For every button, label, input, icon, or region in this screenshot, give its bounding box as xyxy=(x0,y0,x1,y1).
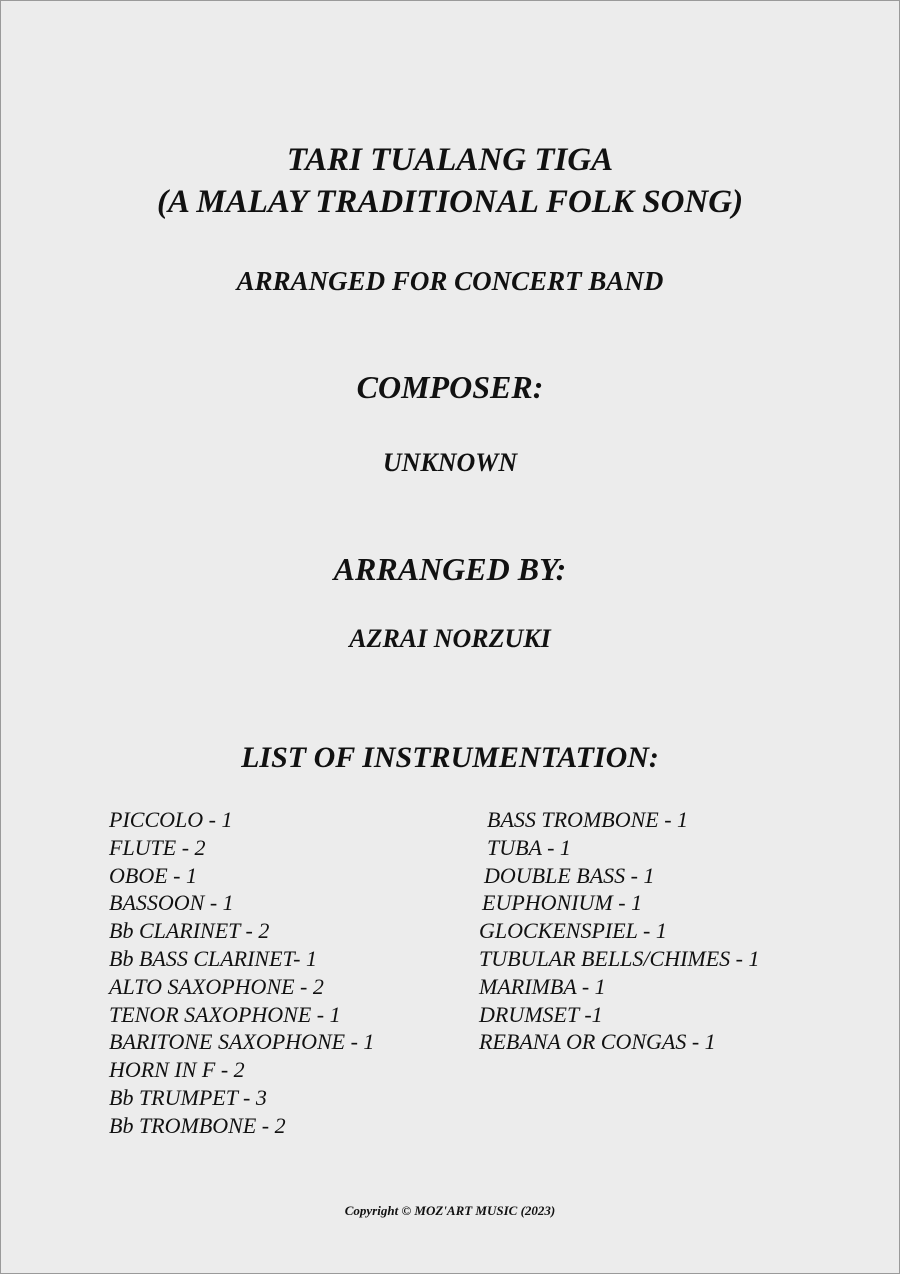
instrumentation-heading: LIST OF INSTRUMENTATION: xyxy=(241,741,659,774)
subtitle: ARRANGED FOR CONCERT BAND xyxy=(236,266,664,296)
instrument-item: BASS TROMBONE - 1 xyxy=(487,807,689,832)
instrument-item: ALTO SAXOPHONE - 2 xyxy=(109,973,324,999)
instrument-item: Bb CLARINET - 2 xyxy=(109,918,270,944)
instrument-list-right xyxy=(479,806,760,1056)
instrument-list-left xyxy=(109,806,374,1140)
instrument-item: Bb TRUMPET - 3 xyxy=(109,1084,267,1110)
title-line-1: TARI TUALANG TIGA xyxy=(286,142,614,178)
instrument-item: BASSOON - 1 xyxy=(109,890,234,916)
instrument-item: REBANA OR CONGAS - 1 xyxy=(479,1029,716,1055)
instrument-item: EUPHONIUM - 1 xyxy=(482,890,643,916)
composer-heading: COMPOSER: xyxy=(356,369,544,405)
instrument-item: MARIMBA - 1 xyxy=(479,973,606,999)
instrument-item: TENOR SAXOPHONE - 1 xyxy=(109,1001,341,1027)
instrument-item: DRUMSET -1 xyxy=(479,1001,603,1027)
instrument-item: FLUTE - 2 xyxy=(109,834,206,860)
arranger-name: AZRAI NORZUKI xyxy=(349,624,551,653)
instrument-item: Bb TROMBONE - 2 xyxy=(109,1112,286,1138)
copyright-notice: Copyright © MOZ'ART MUSIC (2023) xyxy=(344,1203,556,1218)
instrument-item: DOUBLE BASS - 1 xyxy=(484,862,655,888)
instrument-item: Bb BASS CLARINET- 1 xyxy=(109,945,317,971)
instrument-item: PICCOLO - 1 xyxy=(109,807,233,832)
arranger-heading: ARRANGED BY: xyxy=(333,551,567,587)
title-line-2: (A MALAY TRADITIONAL FOLK SONG) xyxy=(156,184,744,220)
composer-name: UNKNOWN xyxy=(382,448,518,477)
instrument-item: GLOCKENSPIEL - 1 xyxy=(479,918,667,944)
instrument-item: HORN IN F - 2 xyxy=(109,1057,245,1083)
instrument-item: TUBULAR BELLS/CHIMES - 1 xyxy=(479,945,760,971)
instrument-item: TUBA - 1 xyxy=(487,834,571,860)
instrument-item: BARITONE SAXOPHONE - 1 xyxy=(109,1029,375,1055)
instrument-item: OBOE - 1 xyxy=(109,862,197,888)
